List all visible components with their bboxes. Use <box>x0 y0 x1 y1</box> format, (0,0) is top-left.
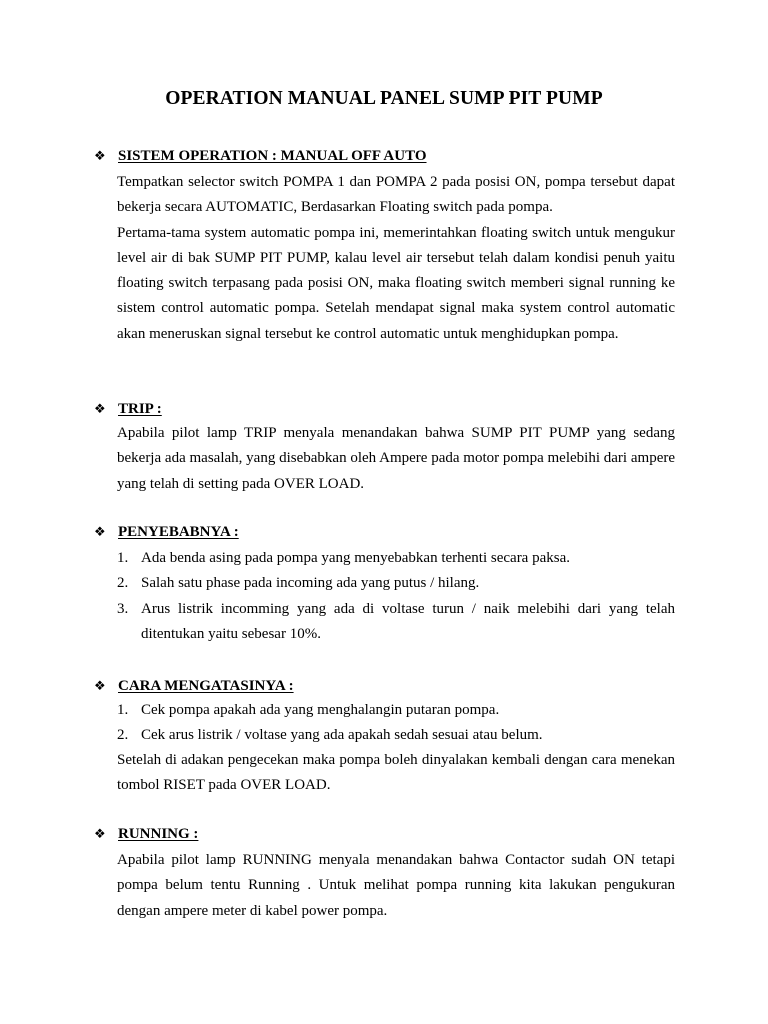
list-item <box>117 546 675 571</box>
list-item-number: 1. <box>117 550 129 566</box>
list-item-text: Ada benda asing pada pompa yang menyebabkan terhenti secara paksa. <box>141 550 570 566</box>
list-item-text: Cek pompa apakah ada yang menghalangin putaran pompa. <box>141 702 500 718</box>
section-heading-text: PENYEBABNYA : <box>118 524 239 540</box>
section-heading-running <box>94 824 198 844</box>
section-heading-text: TRIP : <box>118 401 162 417</box>
diamond-bullet-icon: ❖ <box>94 826 106 841</box>
diamond-bullet-icon: ❖ <box>94 401 106 416</box>
paragraph: Pertama-tama system automatic pompa ini, memerintahkan floating switch untuk mengukur level air di bak SUMP PIT PUMP, kalau level air tersebut telah dalam kondisi penuh yaitu floating switch terpasang pada posisi ON, maka floating switch memberi signal running ke sistem control automatic pompa. Setelah mendapat signal maka system control automatic akan meneruskan signal tersebut ke control automatic untuk menghidupkan pompa. <box>117 224 675 342</box>
list-item-text: Cek arus listrik / voltase yang ada apakah sedah sesuai atau belum. <box>141 727 543 744</box>
diamond-bullet-icon: ❖ <box>94 678 106 693</box>
section-heading-text: SISTEM OPERATION : MANUAL OFF AUTO <box>118 148 427 164</box>
list-item <box>117 698 675 723</box>
numbered-list-cara-mengatasinya <box>117 698 675 749</box>
section-heading-penyebabnya <box>94 522 239 542</box>
list-item-number: 2. <box>117 575 129 592</box>
diamond-bullet-icon: ❖ <box>94 148 106 163</box>
list-item-text: Salah satu phase pada incoming ada yang putus / hilang. <box>141 575 480 592</box>
diamond-bullet-icon: ❖ <box>94 524 106 539</box>
list-item <box>117 571 675 596</box>
list-item-number: 3. <box>117 600 129 617</box>
section-heading-sistem-operation <box>94 146 427 166</box>
list-item <box>117 723 675 748</box>
section-heading-text: RUNNING : <box>118 826 199 842</box>
paragraph: Apabila pilot lamp TRIP menyala menandakan bahwa SUMP PIT PUMP yang sedang bekerja ada masalah, yang disebabkan oleh Ampere pada motor pompa melebihi dari ampere yang telah di setting pada OVER LOAD. <box>117 425 675 492</box>
section-heading-cara-mengatasinya <box>94 676 294 696</box>
paragraph: Tempatkan selector switch POMPA 1 dan POMPA 2 pada posisi ON, pompa tersebut dapat bekerja secara AUTOMATIC, Berdasarkan Floating switch pada pompa. <box>117 174 675 216</box>
section-heading-trip <box>94 399 162 419</box>
paragraph: Setelah di adakan pengecekan maka pompa boleh dinyalakan kembali dengan cara menekan tombol RISET pada OVER LOAD. <box>117 752 675 794</box>
list-item-text: Arus listrik incomming yang ada di voltase turun / naik melebihi dari yang telah ditentukan yaitu sebesar 10%. <box>141 600 675 642</box>
section-heading-text: CARA MENGATASINYA : <box>118 678 294 694</box>
list-item-number: 1. <box>117 702 129 718</box>
paragraph: Apabila pilot lamp RUNNING menyala menandakan bahwa Contactor sudah ON tetapi pompa belum tentu Running . Untuk melihat pompa running kita lakukan pengukuran dengan ampere meter di kabel power pompa. <box>117 852 675 919</box>
list-item-number: 2. <box>117 727 129 744</box>
page-title: OPERATION MANUAL PANEL SUMP PIT PUMP <box>165 88 603 109</box>
numbered-list-penyebabnya <box>117 546 675 647</box>
list-item <box>117 597 675 648</box>
